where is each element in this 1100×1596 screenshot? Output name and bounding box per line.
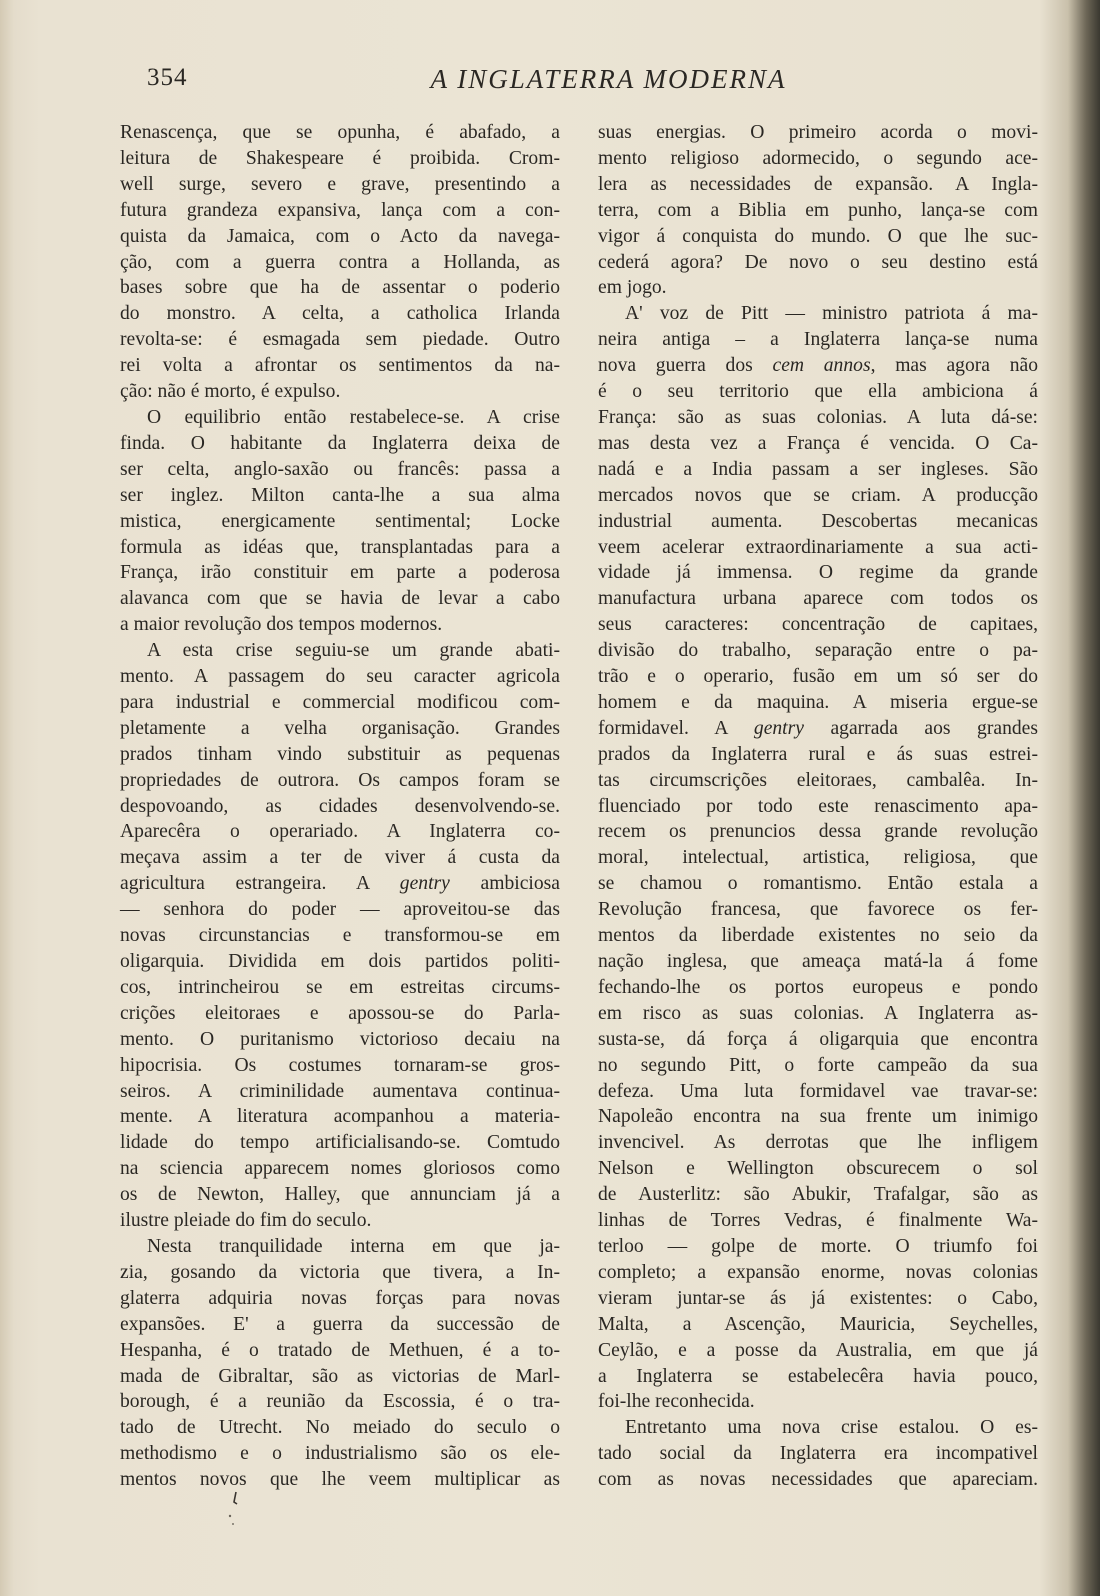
text-line: Napoleão encontra na sua frente um inimigo (598, 1106, 1038, 1128)
text-line: futura grandeza expansiva, lança com a con- (120, 199, 560, 221)
text-line: cos, intrincheirou se em estreitas circums- (120, 976, 560, 998)
text-line: França, irão constituir em parte a poderosa (120, 562, 560, 584)
text-line: veem acelerar extraordinariamente a sua acti- (598, 536, 1038, 558)
text-line: formula as idéas que, transplantadas para a (120, 536, 560, 558)
text-line: fechando-lhe os portos europeus e pondo (598, 976, 1038, 998)
text-line: tas circumscrições eleitoraes, cambalêa. In- (598, 769, 1038, 791)
text-line: com as novas necessidades que apareciam. (598, 1469, 1038, 1491)
text-line: propriedades de outrora. Os campos foram se (120, 769, 560, 791)
text-line: Nesta tranquilidade interna em que ja- (147, 1235, 560, 1257)
text-line: — senhora do poder — aproveitou-se das (120, 899, 560, 921)
text-line: methodismo e o industrialismo são os ele- (120, 1443, 560, 1465)
text-line: Malta, a Ascenção, Mauricia, Seychelles, (598, 1313, 1038, 1335)
text-line: invencivel. As derrotas que lhe infligem (598, 1132, 1038, 1154)
text-line: Revolução francesa, que favorece os fer- (598, 899, 1038, 921)
text-line: mento. O puritanismo victorioso decaiu na (120, 1028, 560, 1050)
ink-smudge-mark (226, 1490, 240, 1530)
text-line: susta-se, dá força á oligarquia que encontra (598, 1028, 1038, 1050)
text-line: divisão do trabalho, separação entre o pa- (598, 640, 1038, 662)
text-line: bases sobre que ha de assentar o poderio (120, 277, 560, 299)
text-line: é o seu territorio que ella ambiciona á (598, 381, 1038, 403)
text-line: os de Newton, Halley, que annunciam já a (120, 1184, 560, 1206)
text-line: lidade do tempo artificialisando-se. Comtudo (120, 1132, 560, 1154)
text-line: homem e da maquina. A miseria ergue-se (598, 691, 1038, 713)
text-line: leitura de Shakespeare é proibida. Crom- (120, 147, 560, 169)
text-line: França: são as suas colonias. A luta dá-se: (598, 406, 1038, 428)
text-line: terra, com a Biblia em punho, lança-se com (598, 199, 1038, 221)
text-line: a Inglaterra se estabelecêra havia pouco, (598, 1365, 1038, 1387)
text-line: well surge, severo e grave, presentindo a (120, 173, 560, 195)
text-line: seus caracteres: concentração de capitaes, (598, 614, 1038, 636)
running-title: A INGLATERRA MODERNA (430, 64, 787, 94)
text-line: cederá agora? De novo o seu destino está (598, 251, 1038, 273)
text-line: finda. O habitante da Inglaterra deixa de (120, 432, 560, 454)
text-line: neira antiga – a Inglaterra lança-se numa (598, 329, 1038, 351)
text-line: mente. A literatura acompanhou a materia- (120, 1106, 560, 1128)
text-line: ser inglez. Milton canta-lhe a sua alma (120, 484, 560, 506)
text-line: mada de Gibraltar, são as victorias de Marl- (120, 1365, 560, 1387)
text-line: mercados novos que se criam. A producção (598, 484, 1038, 506)
text-line: defeza. Uma luta formidavel vae travar-se: (598, 1080, 1038, 1102)
text-line: quista da Jamaica, com o Acto da navega- (120, 225, 560, 247)
text-line: em jogo. (598, 277, 667, 299)
page-header (147, 62, 1030, 102)
text-line: seiros. A criminilidade aumentava continua- (120, 1080, 560, 1102)
text-line: alavanca com que se havia de levar a cabo (120, 588, 560, 610)
text-line: A' voz de Pitt — ministro patriota á ma- (625, 303, 1038, 325)
text-line: nação inglesa, que ameaça matá-la á fome (598, 951, 1038, 972)
text-line: a maior revolução dos tempos modernos. (120, 614, 443, 636)
text-line: meçava assim a ter de viver á custa da (120, 847, 560, 869)
text-line: novas circunstancias e transformou-se em (120, 925, 560, 947)
text-line: do monstro. A celta, a catholica Irlanda (120, 303, 560, 325)
text-line: em risco as suas colonias. A Inglaterra as- (598, 1002, 1038, 1024)
text-line: oligarquia. Dividida em dois partidos politi- (120, 951, 560, 972)
text-line: manufactura urbana aparece com todos os (598, 588, 1038, 610)
text-line: despovoando, as cidades desenvolvendo-se. (120, 795, 560, 817)
text-line: mistica, energicamente sentimental; Locke (120, 510, 560, 532)
text-line: A esta crise seguiu-se um grande abati- (147, 640, 560, 662)
text-line: vieram juntar-se ás já existentes: o Cabo, (598, 1287, 1038, 1309)
text-line: na sciencia apparecem nomes gloriosos como (120, 1158, 560, 1180)
text-line: ilustre pleiade do fim do seculo. (120, 1210, 372, 1232)
text-line: lera as necessidades de expansão. A Ingla- (598, 173, 1038, 195)
text-line: ção, com a guerra contra a Hollanda, as (120, 251, 560, 273)
text-line: prados da Inglaterra rural e ás suas estrei- (598, 743, 1038, 765)
text-line: crições eleitoraes e apossou-se do Parla- (120, 1002, 560, 1024)
text-line: glaterra adquiria novas forças para novas (120, 1287, 560, 1309)
text-line: terloo — golpe de morte. O triumfo foi (598, 1235, 1038, 1257)
text-line: nadá e a India passam a ser ingleses. São (598, 458, 1038, 480)
text-line: nova guerra dos cem annos, mas agora não (598, 355, 1038, 377)
text-line: tado de Utrecht. No meiado do seculo o (120, 1417, 560, 1439)
text-line: expansões. E' a guerra da successão de (120, 1313, 560, 1335)
text-line: foi-lhe reconhecida. (598, 1391, 755, 1413)
text-line: Hespanha, é o tratado de Methuen, é a to- (120, 1339, 560, 1361)
text-line: tado social da Inglaterra era incompativel (598, 1443, 1038, 1465)
text-line: O equilibrio então restabelece-se. A crise (147, 406, 560, 428)
text-line: linhas de Torres Vedras, é finalmente Wa- (598, 1210, 1038, 1232)
text-line: Nelson e Wellington obscurecem o sol (598, 1158, 1038, 1180)
text-line: trão e o operario, fusão em um só ser do (598, 666, 1038, 688)
text-line: zia, gosando da victoria que tivera, a In- (120, 1261, 560, 1283)
text-line: moral, intelectual, artistica, religiosa, que (598, 847, 1038, 869)
text-line: completo; a expansão enorme, novas colonias (598, 1261, 1038, 1283)
text-line: Renascença, que se opunha, é abafado, a (120, 122, 560, 143)
text-line: recem os prenuncios dessa grande revolução (598, 821, 1038, 843)
text-line: mento. A passagem do seu caracter agricola (120, 666, 560, 688)
text-line: industrial aumenta. Descobertas mecanicas (598, 510, 1038, 532)
text-line: ção: não é morto, é expulso. (120, 381, 341, 403)
text-line: agricultura estrangeira. A gentry ambiciosa (120, 873, 560, 895)
text-line: se chamou o romantismo. Então estala a (598, 873, 1038, 895)
text-line: mento religioso adormecido, o segundo ace- (598, 147, 1038, 169)
left-column (120, 120, 560, 1493)
right-column (598, 120, 1038, 1493)
text-line: fluenciado por todo este renascimento apa- (598, 795, 1038, 817)
page-number: 354 (147, 64, 188, 91)
text-line: hipocrisia. Os costumes tornaram-se gros- (120, 1054, 560, 1076)
text-line: mas desta vez a França é vencida. O Ca- (598, 432, 1038, 454)
text-line: Entretanto uma nova crise estalou. O es- (625, 1417, 1038, 1439)
text-line: mentos da liberdade existentes no seio da (598, 925, 1038, 947)
text-line: revolta-se: é esmagada sem piedade. Outro (120, 329, 560, 351)
text-line: Ceylão, e a posse da Australia, em que já (598, 1339, 1038, 1361)
text-line: suas energias. O primeiro acorda o movi- (598, 122, 1038, 143)
text-line: vidade já immensa. O regime da grande (598, 562, 1038, 584)
text-line: no segundo Pitt, o forte campeão da sua (598, 1054, 1038, 1076)
text-line: vigor á conquista do mundo. O que lhe suc- (598, 225, 1038, 247)
text-line: ser celta, anglo-saxão ou francês: passa a (120, 458, 560, 480)
text-line: para industrial e commercial modificou com- (120, 691, 560, 713)
text-line: Aparecêra o operariado. A Inglaterra co- (120, 821, 560, 843)
text-line: rei volta a afrontar os sentimentos da na- (120, 355, 560, 377)
text-line: borough, é a reunião da Escossia, é o tra- (120, 1391, 560, 1413)
text-line: mentos novos que lhe veem multiplicar as (120, 1469, 560, 1491)
text-line: prados tinham vindo substituir as pequenas (120, 743, 560, 765)
text-line: formidavel. A gentry agarrada aos grandes (598, 717, 1038, 739)
text-line: de Austerlitz: são Abukir, Trafalgar, são as (598, 1184, 1038, 1206)
text-line: pletamente a velha organisação. Grandes (120, 717, 560, 739)
